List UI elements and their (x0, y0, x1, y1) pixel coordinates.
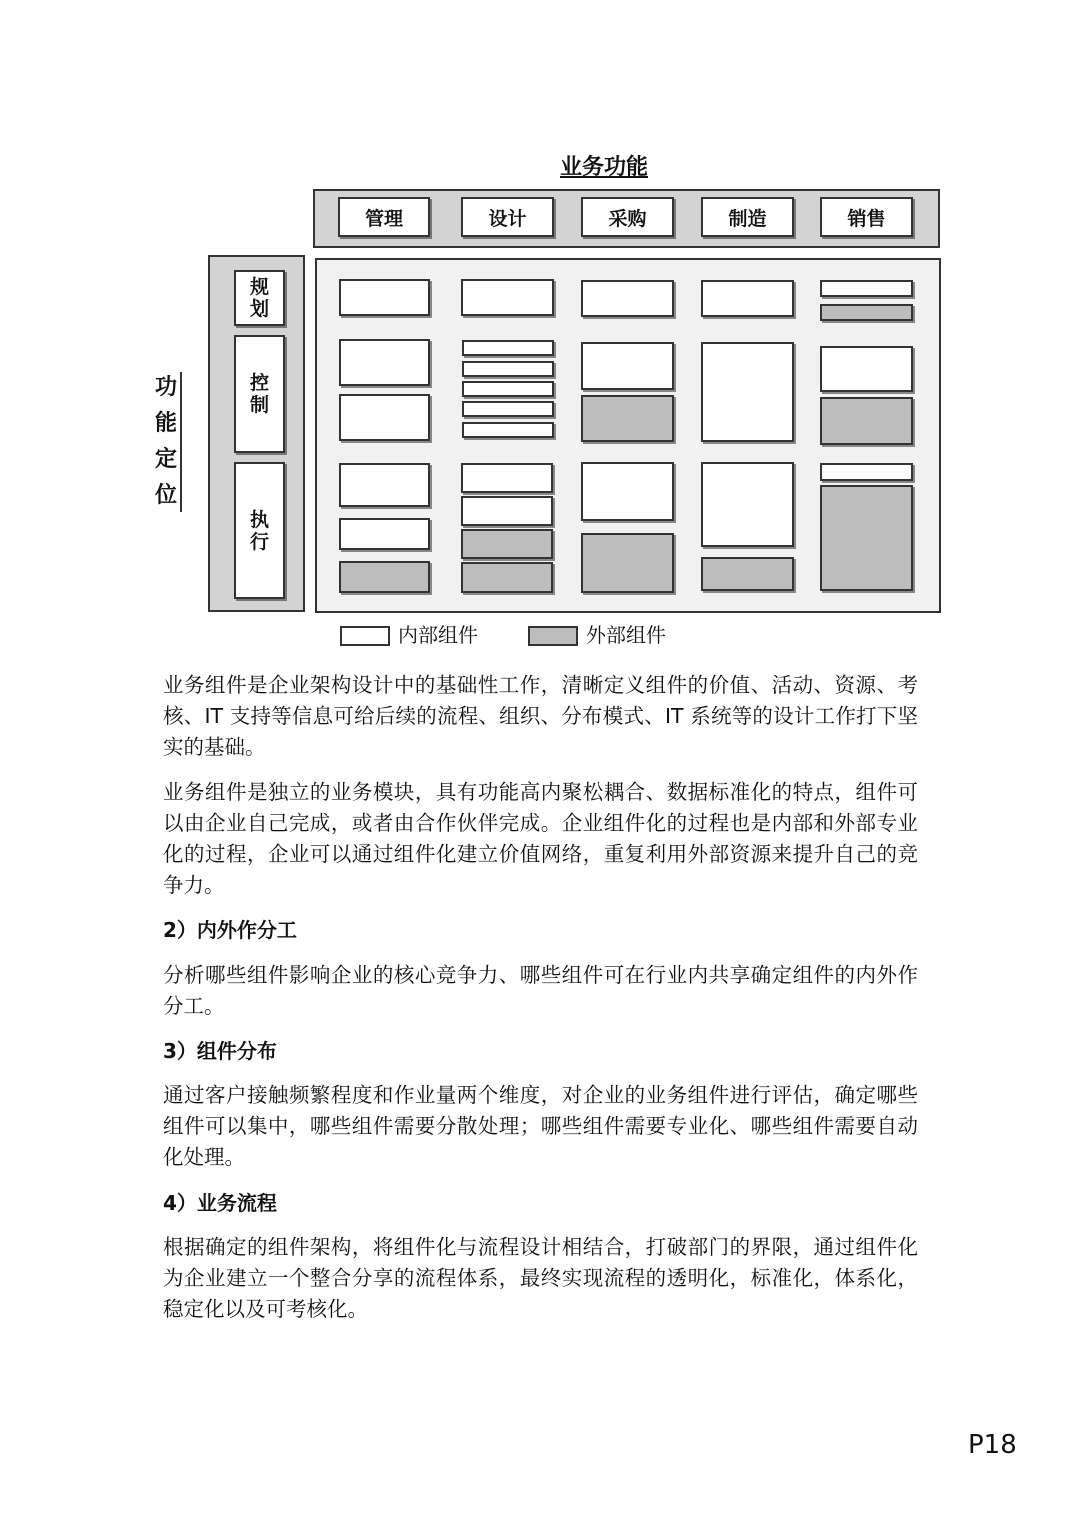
row-header-planning-label: 规划 (249, 276, 269, 320)
component-block (339, 463, 430, 507)
paragraph-3: 分析哪些组件影响企业的核心竞争力、哪些组件可在行业内共享确定组件的内外作分工。 (163, 963, 918, 1018)
component-block (462, 401, 554, 417)
row-header-execution-label: 执行 (249, 508, 269, 553)
component-block (339, 518, 430, 550)
column-header-design: 设计 (461, 197, 554, 237)
component-block (461, 529, 553, 559)
column-header-procurement: 采购 (581, 197, 674, 237)
component-block (461, 279, 554, 316)
component-block (462, 361, 554, 377)
row-header-control (234, 335, 285, 453)
component-block (581, 280, 674, 317)
column-header-sales: 销售 (820, 197, 913, 237)
paragraph-2: 业务组件是独立的业务模块，具有功能高内聚松耦合、数据标准化的特点，组件可以由企业自己完成，或者由合作伙伴完成。企业组件化的过程也是内部和外部专业化的过程，企业可以通过组件化建立价值网络，重复利用外部资源来提升自己的竞争力。 (163, 780, 918, 897)
functional-positioning-label: 功能定位 (154, 375, 177, 508)
component-block (701, 342, 794, 442)
component-block (461, 463, 553, 493)
component-block (462, 422, 554, 438)
paragraph-1: 业务组件是企业架构设计中的基础性工作，清晰定义组件的价值、活动、资源、考核、IT 支持等信息可给后续的流程、组织、分布模式、IT 系统等的设计工作打下坚实的基础。 (163, 673, 918, 759)
component-block (339, 279, 430, 316)
component-block (820, 463, 913, 481)
component-block (581, 395, 674, 442)
section-heading-2: 2）内外作分工 (163, 918, 297, 942)
component-block (820, 304, 913, 321)
column-header-management: 管理 (338, 197, 430, 237)
diagram-title: 业务功能 (559, 155, 648, 180)
component-block (461, 496, 553, 526)
component-block (820, 346, 913, 392)
row-header-planning (234, 270, 285, 326)
legend-swatch-external (528, 626, 578, 646)
component-block (581, 533, 674, 593)
row-header-control-label: 控制 (249, 372, 269, 416)
section-heading-4: 4）业务流程 (163, 1191, 277, 1215)
paragraph-4: 通过客户接触频繁程度和作业量两个维度，对企业的业务组件进行评估，确定哪些组件可以集中，哪些组件需要分散处理；哪些组件需要专业化、哪些组件需要自动化处理。 (163, 1083, 918, 1169)
component-block (701, 462, 794, 547)
component-block (339, 339, 430, 386)
component-block (820, 397, 913, 445)
paragraph-5: 根据确定的组件架构，将组件化与流程设计相结合，打破部门的界限，通过组件化为企业建立一个整合分享的流程体系，最终实现流程的透明化，标准化，体系化，稳定化以及可考核化。 (163, 1235, 918, 1321)
row-header-execution (234, 462, 285, 599)
legend-swatch-internal (340, 626, 390, 646)
component-block (820, 485, 913, 591)
component-block (820, 280, 913, 297)
component-block (339, 561, 430, 593)
legend-label-internal: 内部组件 (398, 623, 478, 647)
legend-label-external: 外部组件 (586, 623, 666, 647)
component-block (701, 280, 794, 317)
component-block (461, 562, 553, 593)
component-block (581, 462, 674, 521)
component-block (339, 394, 430, 441)
section-heading-3: 3）组件分布 (163, 1039, 277, 1063)
axis-line (180, 372, 182, 512)
page-number: P18 (968, 1430, 1017, 1460)
component-block (462, 381, 554, 397)
component-block (581, 342, 674, 390)
component-block (462, 340, 554, 356)
column-header-manufacturing: 制造 (701, 197, 794, 237)
component-block (701, 557, 794, 591)
